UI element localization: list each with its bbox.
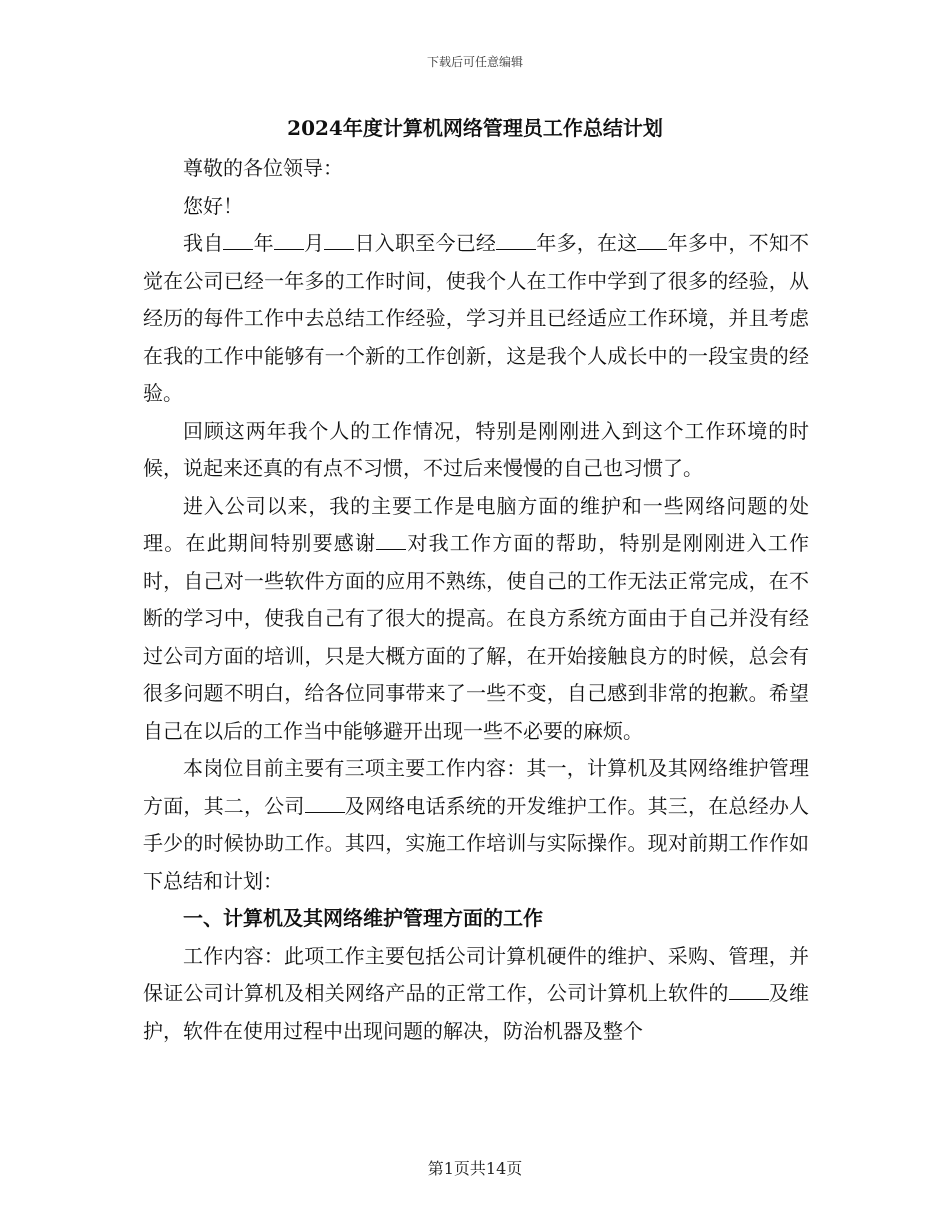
paragraph-4 xyxy=(143,750,809,900)
document-body xyxy=(143,150,809,1050)
paragraph-1-text-6: 年多中，不知不觉在公司已经一年多的工作时间，使我个人在工作中学到了很多的经验，从经历的每件工作中去总结工作经验，学习并且已经适应工作环境，并且考虑在我的工作中能够有一个新的工作创新，这是我个人成长中的一段宝贵的经验。 xyxy=(143,231,810,405)
paragraph-2: 回顾这两年我个人的工作情况，特别是刚刚进入到这个工作环境的时候，说起来还真的有点不习惯，不过后来慢慢的自己也习惯了。 xyxy=(143,418,809,480)
paragraph-5-text-1: 工作内容：此项工作主要包括公司计算机硬件的维护、采购、管理，并保证公司计算机及相关网络产品的正常工作，公司计算机上软件的 xyxy=(143,943,809,1005)
fill-in-blank xyxy=(729,981,769,1000)
fill-in-blank xyxy=(496,231,536,250)
greeting: 您好！ xyxy=(183,193,243,218)
paragraph-1-text-2: 年 xyxy=(253,231,274,255)
paragraph-1-text-1: 我自 xyxy=(183,231,224,255)
paragraph-3 xyxy=(143,488,809,751)
paragraph-4-text-1: 本岗位目前主要有三项主要工作内容：其一，计算机及其网络维护管理方面，其二，公司 xyxy=(143,756,809,818)
fill-in-blank xyxy=(376,531,406,550)
paragraph-5 xyxy=(143,938,809,1051)
paragraph-3-text-2: 对我工作方面的帮助，特别是刚刚进入工作时，自己对一些软件方面的应用不熟练，使自己的工作无法正常完成，在不断的学习中，使我自己有了很大的提高。在良方系统方面由于自己并没有经过公司方面的培训，只是大概方面的了解，在开始接触良方的时候，总会有很多问题不明白，给各位同事带来了一些不变，自己感到非常的抱歉。希望自己在以后的工作当中能够避开出现一些不必要的麻烦。 xyxy=(143,531,810,743)
salutation: 尊敬的各位领导： xyxy=(183,156,343,180)
fill-in-blank xyxy=(274,231,304,250)
fill-in-blank xyxy=(223,231,253,250)
paragraph-4-text-2: 及网络电话系统的开发维护工作。其三，在总经办人手少的时候协助工作。其四，实施工作培训与实际操作。现对前期工作作如下总结和计划： xyxy=(143,793,810,893)
paragraph-3-text-1: 进入公司以来，我的主要工作是电脑方面的维护和一些网络问题的处理。在此期间特别要感谢 xyxy=(143,493,809,555)
page-header-note: 下载后可任意编辑 xyxy=(426,55,523,69)
paragraph-5-text-2: 及维护，软件在使用过程中出现问题的解决，防治机器及整个 xyxy=(143,981,810,1043)
paragraph-1-text-4: 日入职至今已经 xyxy=(354,231,497,255)
fill-in-blank xyxy=(305,794,345,813)
document-title: 2024年度计算机网络管理员工作总结计划 xyxy=(287,116,663,140)
paragraph-1-text-5: 年多，在这 xyxy=(536,231,638,255)
paragraph-1 xyxy=(143,225,809,413)
page-number: 第1页共14页 xyxy=(427,1159,523,1178)
fill-in-blank xyxy=(637,231,667,250)
section-heading-1: 一、计算机及其网络维护管理方面的工作 xyxy=(183,906,543,930)
fill-in-blank xyxy=(324,231,354,250)
paragraph-1-text-3: 月 xyxy=(303,231,325,255)
